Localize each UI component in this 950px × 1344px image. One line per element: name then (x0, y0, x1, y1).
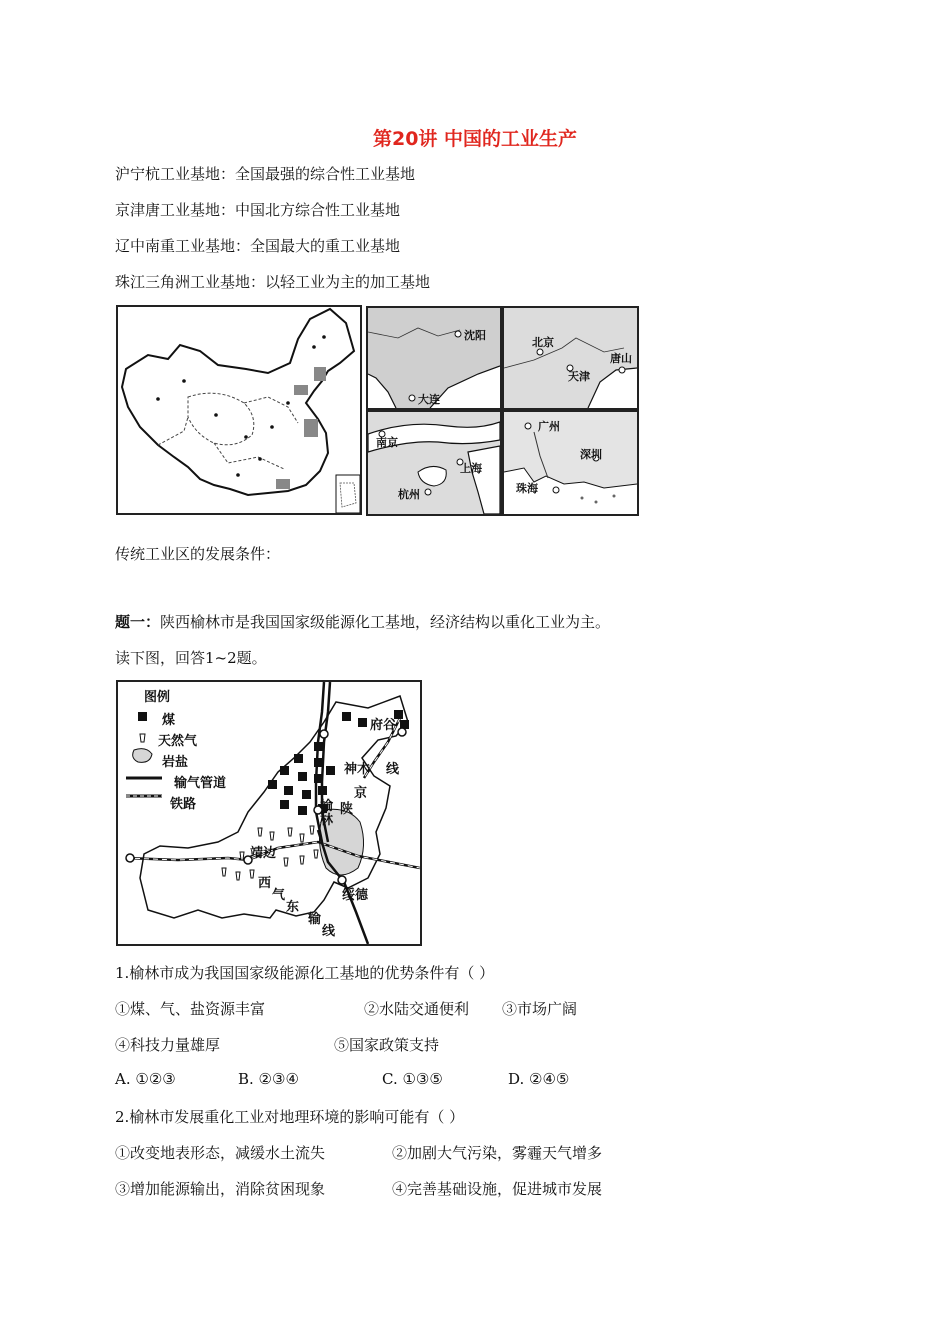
city-shanghai: 上海 (460, 462, 482, 475)
q1-item-4: ④科技力量雄厚 (115, 1036, 221, 1054)
label-dong: 东 (286, 900, 300, 915)
city-tangshan: 唐山 (610, 352, 632, 365)
city-hangzhou: 杭州 (398, 488, 420, 501)
city-shenzhen: 深圳 (580, 448, 602, 461)
question-intro (115, 611, 610, 632)
q1-item-1: ①煤、气、盐资源丰富 (115, 1000, 266, 1018)
label-jing: 京 (354, 786, 368, 801)
q2-item-1: ①改变地表形态，减缓水土流失 (115, 1144, 326, 1162)
city-zhuhai: 珠海 (516, 482, 538, 495)
q2-stem: 2.榆林市发展重化工业对地理环境的影响可能有（ ） (115, 1108, 465, 1126)
label-shu: 输 (308, 912, 322, 927)
map-liaozhongnan (366, 306, 502, 410)
q2-item-2: ②加剧大气污染，雾霾天气增多 (392, 1144, 603, 1162)
map-jingjintang (502, 306, 639, 410)
city-nanjing: 南京 (376, 436, 398, 449)
map-zhusanjiao (502, 410, 639, 516)
label-yulin: 榆林 (320, 799, 334, 828)
q1-stem: 1.榆林市成为我国国家级能源化工基地的优势条件有（ ） (115, 964, 495, 982)
page-title: 第20讲 中国的工业生产 (372, 128, 578, 150)
question-text: 陕西榆林市是我国国家级能源化工基地，经济结构以重化工业为主。 (160, 613, 611, 631)
base-zhusanjiao: 珠江三角洲工业基地：以轻工业为主的加工基地 (115, 273, 431, 291)
legend-coal: 煤 (162, 713, 176, 728)
question-label: 题一： (115, 613, 161, 631)
map-huninghang (366, 410, 502, 516)
label-shan: 陕 (340, 802, 354, 817)
label-shenmu: 神木 (344, 762, 371, 777)
china-map (116, 305, 362, 515)
label-xi: 西 (258, 876, 272, 891)
label-xian: 线 (386, 762, 400, 777)
label-xian2: 线 (322, 924, 336, 939)
q2-item-4: ④完善基础设施，促进城市发展 (392, 1180, 603, 1198)
label-qi: 气 (272, 888, 286, 903)
question-instruction: 读下图，回答1~2题。 (115, 649, 267, 667)
label-fugu: 府谷 (370, 718, 397, 733)
city-beijing: 北京 (532, 336, 554, 349)
city-shenyang: 沈阳 (464, 329, 486, 342)
legend-natural-gas: 天然气 (158, 734, 198, 749)
q1-item-5: ⑤国家政策支持 (334, 1036, 440, 1054)
base-liaozhongnan: 辽中南重工业基地：全国最大的重工业基地 (115, 237, 401, 255)
q1-choice-d[interactable]: D. ②④⑤ (508, 1070, 570, 1088)
yulin-map (116, 680, 422, 946)
legend-gas-pipeline: 输气管道 (174, 776, 227, 791)
legend-title: 图例 (144, 690, 171, 705)
q1-choice-b[interactable]: B. ②③④ (238, 1070, 299, 1088)
city-tianjin: 天津 (568, 370, 590, 383)
q1-item-3: ③市场广阔 (502, 1000, 578, 1018)
legend-rock-salt: 岩盐 (162, 755, 189, 770)
city-guangzhou: 广州 (538, 420, 560, 433)
base-huninghang: 沪宁杭工业基地：全国最强的综合性工业基地 (115, 165, 416, 183)
city-dalian: 大连 (418, 393, 440, 406)
q2-item-3: ③增加能源输出，消除贫困现象 (115, 1180, 326, 1198)
q1-item-2: ②水陆交通便利 (364, 1000, 470, 1018)
label-jingbian: 靖边 (250, 846, 277, 861)
label-suide: 绥德 (342, 888, 369, 903)
q1-choice-c[interactable]: C. ①③⑤ (382, 1070, 443, 1088)
q1-choice-a[interactable]: A. ①②③ (115, 1070, 176, 1088)
legend-railway: 铁路 (170, 797, 197, 812)
base-jingjintang: 京津唐工业基地：中国北方综合性工业基地 (115, 201, 401, 219)
conditions-label: 传统工业区的发展条件： (115, 545, 281, 563)
